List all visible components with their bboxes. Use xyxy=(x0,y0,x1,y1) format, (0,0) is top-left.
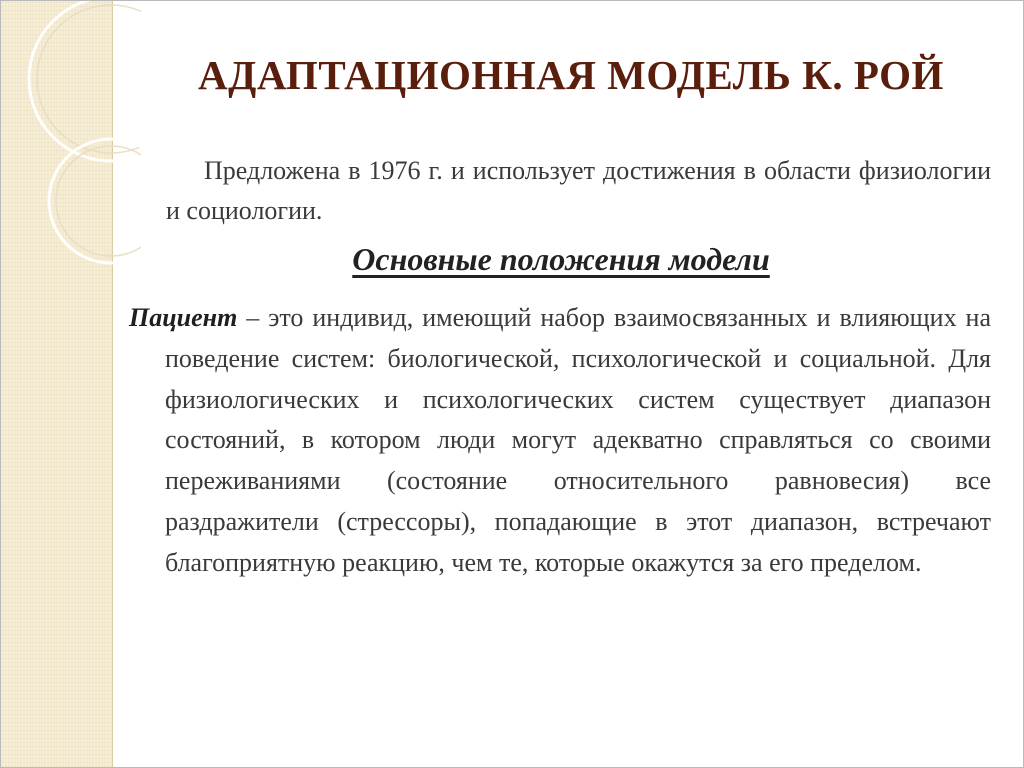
patient-definition-text: – это индивид, имеющий набор взаимосвязанных и влияющих на поведение систем: биологической, психологической и социальной. Для физиологических и психологических систем существует диапазон состояний, в котором люди могут адекватно справляться со своими переживаниями (состояние относительного равновесия) все раздражители (стрессоры), попадающие в этот диапазон, встречают благоприятную реакцию, чем те, которые окажутся за его пределом. xyxy=(165,303,991,577)
patient-term: Пациент xyxy=(129,303,238,332)
decorative-circles-ornament xyxy=(1,1,141,301)
slide-title: АДАПТАЦИОННАЯ МОДЕЛЬ К. РОЙ xyxy=(198,52,944,98)
section-subheading: Основные положения модели xyxy=(352,241,770,277)
patient-definition-paragraph xyxy=(129,298,991,584)
intro-paragraph: Предложена в 1976 г. и использует достижения в области физиологии и социологии. xyxy=(166,156,991,225)
